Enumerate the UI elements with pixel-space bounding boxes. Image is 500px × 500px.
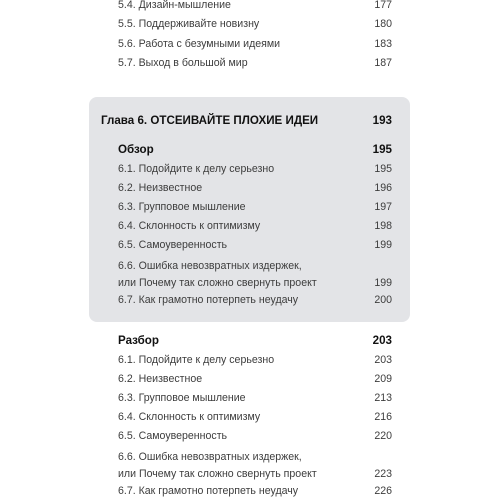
- toc-entry-page: 180: [374, 18, 392, 30]
- toc-entry-page: 220: [374, 430, 392, 442]
- toc-entry-page: 216: [374, 411, 392, 423]
- section-title: Разбор: [118, 334, 159, 347]
- toc-entry: [118, 180, 392, 197]
- toc-entry-label: 6.6. Ошибка невозвратных издержек,: [118, 260, 302, 272]
- toc-entry-page: 196: [374, 182, 392, 194]
- toc-entry: [118, 55, 392, 72]
- toc-entry-label: 6.3. Групповое мышление: [118, 201, 246, 213]
- chapter-page: 193: [372, 114, 392, 127]
- toc-entry-label: 6.1. Подойдите к делу серьезно: [118, 163, 275, 175]
- toc-entry-page: 187: [374, 57, 392, 69]
- chapter-heading: [101, 113, 392, 129]
- toc-entry-page: 200: [374, 294, 392, 306]
- toc-entry: [118, 352, 392, 369]
- toc-entry: [118, 390, 392, 407]
- toc-entry: [118, 161, 392, 178]
- toc-entry: [118, 258, 392, 292]
- toc-entry-label: 6.1. Подойдите к делу серьезно: [118, 354, 275, 366]
- toc-entry: [118, 237, 392, 254]
- section-page: 195: [372, 143, 392, 156]
- toc-entry-page: 195: [374, 163, 392, 175]
- toc-entry-label: 6.7. Как грамотно потерпеть неудачу: [118, 485, 299, 497]
- toc-entry-label: 6.4. Склонность к оптимизму: [118, 220, 261, 232]
- toc-entry-label-continued: или Почему так сложно свернуть проект: [118, 468, 317, 480]
- toc-entry-label: 5.6. Работа с безумными идеями: [118, 38, 281, 50]
- section-title: Обзор: [118, 143, 154, 156]
- toc-entry-label: 5.5. Поддерживайте новизну: [118, 18, 260, 30]
- toc-entry: [118, 483, 392, 500]
- toc-entry-label: 6.4. Склонность к оптимизму: [118, 411, 261, 423]
- toc-entry-page: 198: [374, 220, 392, 232]
- toc-entry: [118, 428, 392, 445]
- section-page: 203: [372, 334, 392, 347]
- toc-entry: [118, 199, 392, 216]
- toc-entry: [118, 218, 392, 235]
- toc-entry: [118, 36, 392, 53]
- toc-entry-label: 6.6. Ошибка невозвратных издержек,: [118, 451, 302, 463]
- toc-entry-page: 183: [374, 38, 392, 50]
- toc-entry-label-continued: или Почему так сложно свернуть проект: [118, 277, 317, 289]
- toc-entry-label: 6.2. Неизвестное: [118, 373, 203, 385]
- toc-entry-label: 6.7. Как грамотно потерпеть неудачу: [118, 294, 299, 306]
- toc-entry-page: 197: [374, 201, 392, 213]
- toc-entry-page: 199: [374, 277, 392, 289]
- toc-entry: [118, 449, 392, 483]
- toc-entry: [118, 371, 392, 388]
- toc-entry-page: 203: [374, 354, 392, 366]
- toc-entry: [118, 16, 392, 33]
- toc-entry-page: 177: [374, 0, 392, 11]
- toc-entry-page: 223: [374, 468, 392, 480]
- toc-entry-label: 6.2. Неизвестное: [118, 182, 203, 194]
- toc-entry-page: 213: [374, 392, 392, 404]
- toc-entry-label: 6.5. Самоуверенность: [118, 430, 228, 442]
- toc-entry-label: 5.4. Дизайн-мышление: [118, 0, 231, 11]
- section-heading-overview: [118, 142, 392, 158]
- toc-entry: [118, 292, 392, 309]
- toc-entry-label: 6.3. Групповое мышление: [118, 392, 246, 404]
- toc-entry: [118, 409, 392, 426]
- toc-entry-label: 6.5. Самоуверенность: [118, 239, 228, 251]
- toc-entry-label: 5.7. Выход в большой мир: [118, 57, 248, 69]
- toc-entry-page: 209: [374, 373, 392, 385]
- toc-entry-page: 226: [374, 485, 392, 497]
- section-heading-analysis: [118, 333, 392, 349]
- toc-entry: [118, 0, 392, 14]
- chapter-title: Глава 6. ОТСЕИВАЙТЕ ПЛОХИЕ ИДЕИ: [101, 114, 319, 127]
- toc-entry-page: 199: [374, 239, 392, 251]
